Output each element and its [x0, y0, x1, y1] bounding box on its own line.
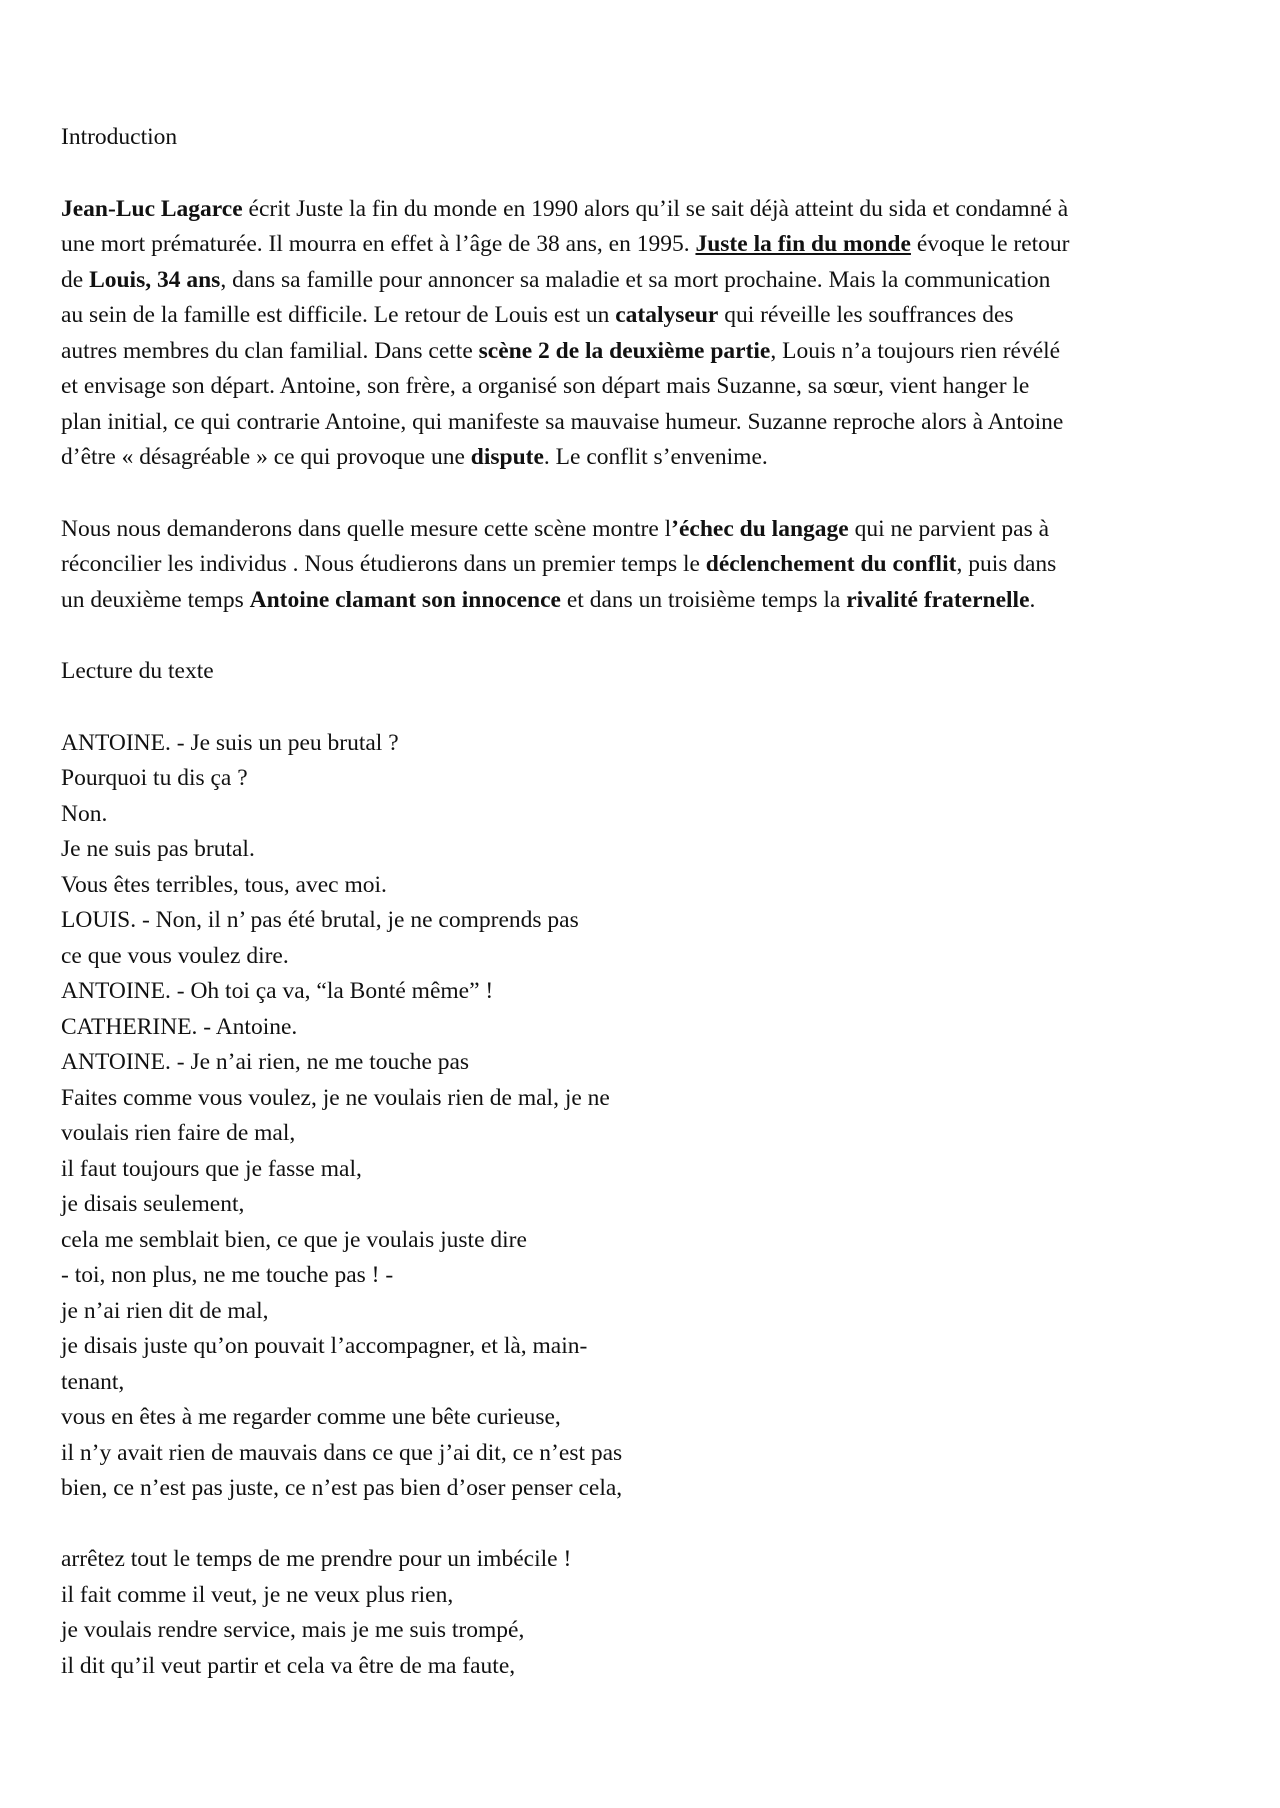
text-line: ce que vous voulez dire. — [61, 942, 289, 969]
paragraph-line: réconcilier les individus . Nous étudierons dans un premier temps le déclenchement du conflit, puis dans — [61, 551, 1057, 577]
text-line: ANTOINE. - Oh toi ça va, “la Bonté même” ! — [61, 978, 494, 1004]
intro-heading: Introduction — [61, 124, 178, 150]
paragraph-line: et envisage son départ. Antoine, son frère, a organisé son départ mais Suzanne, sa sœur, vient hanger le — [61, 373, 1030, 399]
text-line: - toi, non plus, ne me touche pas ! - — [61, 1262, 394, 1288]
text-line: il faut toujours que je fasse mal, — [61, 1155, 362, 1182]
paragraph-line: une mort prématurée. Il mourra en effet à l’âge de 38 ans, en 1995. Juste la fin du monde évoque le retour — [61, 231, 1070, 257]
paragraph-line: un deuxième temps Antoine clamant son innocence et dans un troisième temps la rivalité fraternelle. — [61, 586, 1036, 613]
text-line: il dit qu’il veut partir et cela va être de ma faute, — [61, 1652, 516, 1679]
text-line: LOUIS. - Non, il n’ pas été brutal, je ne comprends pas — [61, 907, 579, 933]
paragraph-line: autres membres du clan familial. Dans cette scène 2 de la deuxième partie, Louis n’a toujours rien révélé — [61, 337, 1061, 364]
text-line: arrêtez tout le temps de me prendre pour un imbécile ! — [61, 1546, 572, 1572]
text-line: je voulais rendre service, mais je me suis trompé, — [61, 1617, 525, 1643]
paragraph-line: d’être « désagréable » ce qui provoque une dispute. Le conflit s’envenime. — [61, 444, 768, 470]
problematic-paragraph — [61, 512, 1231, 619]
text-line: voulais rien faire de mal, — [61, 1120, 296, 1146]
text-line: CATHERINE. - Antoine. — [61, 1013, 298, 1040]
text-line: il fait comme il veut, je ne veux plus rien, — [61, 1581, 454, 1608]
paragraph-line: Jean-Luc Lagarce écrit Juste la fin du monde en 1990 alors qu’il se sait déjà atteint du sida et condamné à — [61, 195, 1069, 222]
reading-heading: Lecture du texte — [61, 658, 214, 684]
text-line: je disais seulement, — [61, 1191, 245, 1217]
text-line: cela me semblait bien, ce que je voulais juste dire — [61, 1226, 527, 1253]
document-page — [61, 120, 1231, 1684]
text-line: ANTOINE. - Je suis un peu brutal ? — [61, 729, 399, 756]
text-line: Pourquoi tu dis ça ? — [61, 765, 248, 791]
text-line: vous en êtes à me regarder comme une bête curieuse, — [61, 1404, 561, 1430]
text-line — [61, 1507, 1231, 1543]
text-line: ANTOINE. - Je n’ai rien, ne me touche pas — [61, 1049, 470, 1075]
text-line: bien, ce n’est pas juste, ce n’est pas bien d’oser penser cela, — [61, 1475, 623, 1501]
text-line: Vous êtes terribles, tous, avec moi. — [61, 871, 387, 898]
text-line: Faites comme vous voulez, je ne voulais rien de mal, je ne — [61, 1084, 610, 1111]
paragraph-line: plan initial, ce qui contrarie Antoine, qui manifeste sa mauvaise humeur. Suzanne reproche alors à Antoine — [61, 408, 1064, 435]
play-excerpt — [61, 726, 1231, 1685]
text-line: je disais juste qu’on pouvait l’accompagner, et là, main- — [61, 1333, 588, 1359]
text-line: je n’ai rien dit de mal, — [61, 1297, 269, 1324]
underlined-title: Juste la fin du monde — [695, 231, 911, 257]
text-line: tenant, — [61, 1368, 125, 1395]
text-line: il n’y avait rien de mauvais dans ce que j’ai dit, ce n’est pas — [61, 1439, 623, 1466]
paragraph-line: au sein de la famille est difficile. Le retour de Louis est un catalyseur qui réveille les souffrances des — [61, 302, 1014, 328]
text-line: Non. — [61, 800, 108, 827]
intro-paragraph — [61, 192, 1231, 476]
paragraph-line: de Louis, 34 ans, dans sa famille pour annoncer sa maladie et sa mort prochaine. Mais la communication — [61, 266, 1051, 293]
text-line: Je ne suis pas brutal. — [61, 836, 255, 862]
paragraph-line: Nous nous demanderons dans quelle mesure cette scène montre l’échec du langage qui ne parvient pas à — [61, 515, 1050, 542]
